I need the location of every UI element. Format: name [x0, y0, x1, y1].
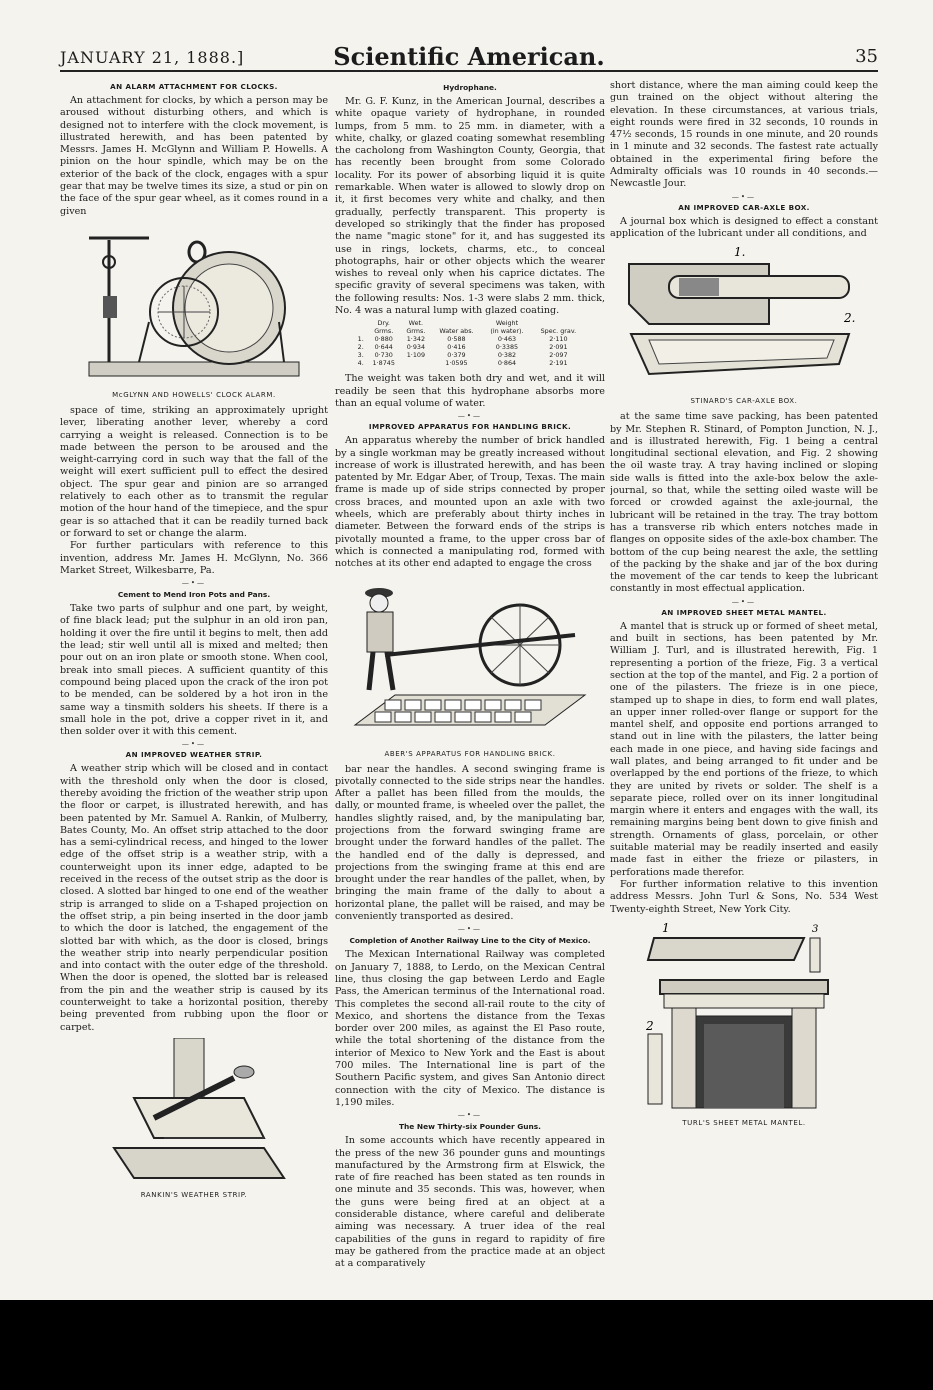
- table-row: [355, 359, 585, 367]
- figure-caption-mantel: TURL'S SHEET METAL MANTEL.: [682, 1118, 806, 1127]
- table-cell: 2·091: [549, 343, 568, 352]
- table-cell: 0·730: [374, 351, 393, 360]
- figure-number-label: 2.: [844, 311, 856, 326]
- article-heading-cement: Cement to Mend Iron Pots and Pans.: [117, 590, 271, 600]
- table-cell: 0·463: [497, 335, 517, 344]
- article-text: bar near the handles. A second swinging frame is pivotally connected to the side strips near the handles. After a pallet has been filled from the moulds, the dally, or mounted frame, is wheeled over the pallet, the handles slightly raised, and, by the manipulating bar, projections from the forward swinging frame are brought under the forward handles of the pallet. The the handled end of the dally is depressed, and projections from the swinging frame at this end are brought under the rear handles of the pallet, when, by bringing the main frame of the dally to about a horizontal plane, the pallet will be raised, and may be conveniently transported as desired.: [335, 763, 605, 923]
- table-header-cell: (in water).: [490, 327, 524, 336]
- table-cell: 0·934: [406, 343, 426, 352]
- table-header-cell: [355, 319, 366, 327]
- table-cell: 1·8745: [372, 359, 395, 368]
- table-cell: 0·416: [447, 343, 466, 352]
- figure-caption-brick: ABER'S APPARATUS FOR HANDLING BRICK.: [384, 749, 556, 758]
- column-middle: [335, 80, 605, 1290]
- separator: —•—: [181, 740, 207, 749]
- article-text: space of time, striking an approximately upright lever, liberating another lever, whereby a cord carrying a weight is released. Connection is to be made between the person to be aroused and the weight-carrying cord in such way that the fall of the weight will exert sufficient pull to effect the desired object. The spur gear and pinion are so arranged relatively to each other as to transmit the regular motion of the hour hand of the timepiece, and the spur gear is so attached that it can be readily turned back or forward to set or change the alarm.: [60, 404, 328, 539]
- table-header-cell: Grms.: [406, 327, 426, 336]
- separator: —•—: [457, 412, 483, 421]
- masthead: [60, 42, 878, 72]
- article-heading-brick: IMPROVED APPARATUS FOR HANDLING BRICK.: [368, 422, 572, 432]
- table-row: [355, 343, 585, 351]
- separator: —•—: [731, 597, 757, 606]
- table-header-cell: Grms.: [374, 327, 394, 336]
- table-header-cell: Water abs.: [439, 327, 474, 336]
- axle-box-illustration: [619, 244, 869, 394]
- table-header-cell: [431, 319, 482, 327]
- article-text: Mr. G. F. Kunz, in the American Journal, describes a white opaque variety of hydrophane, in rounded lumps, from 5 mm. to 25 mm. in diameter, with a white, chalky, or glazed coating somewhat resembling the cacholong from Washington County, Georgia, that has recently been brought from some Colorado locality. For its power of absorbing liquid it is quite remarkable. When water is allowed to slowly drop on it, it first becomes very white and chalky, and then gradually, perfectly transparent. This property is developed so strikingly that the finder has proposed the name "magic stone" for it, and has suggested its use in rings, lockets, charms, etc., to conceal photographs, hair or other objects which the wearer wishes to reveal only when his caprice dictates. The specific gravity of several specimens was taken, with the following results: Nos. 1-3 were slabs 2 mm. thick, No. 4 was a natural lump with glazed coating.: [335, 96, 605, 317]
- article-text: A mantel that is struck up or formed of sheet metal, and built in sections, has been patented by Mr. William J. Turl, and is illustrated herewith, Fig. 1 representing a portion of the frieze, Fig. 3 a vertical section at the top of the mantel, and Fig. 2 a portion of one of the pilasters. The frieze is in one piece, stamped up to shape in dies, to form end wall plates, an upper inner rolled-over flange or support for the mantel shelf, and opposite end portions arranged to stand out in line with the pilasters, the latter being each made in one piece, and having side facings and wall plates, and being arranged to fit under and be overlapped by the end portions of the frieze, to which they are united by rivets or solder. The shelf is a separate piece, rolled over on its inner longitudinal margin where it enters and engages with the wall, its remaining margins being bent down to give finish and strength. Ornaments of glass, porcelain, or other suitable material may be readily inserted and easily made fast in either the frieze or pilasters, in perforations made therefor.: [610, 620, 878, 878]
- article-text: short distance, where the man aiming could keep the gun trained on the object without altering the elevation. In these circumstances, at various trials, eight rounds were fired in 32 seconds, 10 rounds in 47½ seconds, 15 rounds in one minute, and 20 rounds in 1 minute and 32 seconds. The fastest rate actually obtained in the experimental firing before the Admiralty officials was 10 rounds in 40 seconds.—Newcastle Jour.: [610, 80, 878, 190]
- article-text: For further particulars with reference to this invention, address Mr. James H. McGlynn, No. 366 Market Street, Wilkesbarre, Pa.: [60, 540, 328, 576]
- table-cell: 1·342: [406, 335, 426, 344]
- table-cell: 0·864: [497, 359, 517, 368]
- weather-strip-illustration: [94, 1038, 294, 1188]
- separator: —•—: [731, 192, 757, 201]
- table-cell: 0·3385: [495, 343, 519, 352]
- table-header-row: [355, 319, 585, 327]
- table-row: [355, 335, 585, 343]
- column-left: [60, 80, 328, 1290]
- article-text: For further information relative to this invention address Messrs. John Turl & Sons, No. 534 West Twenty-eighth Street, New York City.: [610, 878, 878, 915]
- figure-number-label: 3: [812, 923, 819, 935]
- article-text: The Mexican International Railway was completed on January 7, 1888, to Lerdo, on the Mexican Central line, thus closing the gap between Lerdo and Eagle Pass, the American terminus of the International road. This completes the second all-rail route to the city of Mexico, and shortens the distance from the Texas border over 200 miles, as against the El Paso route, while the total shortening of the distance from the interior of Mexico to New York and the East is about 700 miles. The International line is part of the Southern Pacific system, and gives San Antonio direct connection with the city of Mexico. The distance is 1,190 miles.: [335, 949, 605, 1108]
- table-header-cell: Weight: [495, 319, 519, 328]
- brick-apparatus-illustration: [345, 575, 595, 747]
- article-text: In some accounts which have recently appeared in the press of the new 36 pounder guns and mountings manufactured by the Armstrong firm at Elswick, the rate of fire reached has been stated as ten rounds in one minute and 35 seconds. This was, however, when the guns were being fired at an object at a considerable distance, where careful and deliberate aiming was necessary. A truer idea of the real capabilities of the guns in regard to rapidity of fire may be gathered from the practice made at an object at a comparatively: [335, 1135, 605, 1270]
- page-number: 35: [855, 46, 878, 67]
- table-cell: 2.: [357, 343, 364, 352]
- article-text: A weather strip which will be closed and in contact with the threshold only when the door is closed, thereby avoiding the friction of the weather strip upon the floor or carpet, is illustrated herewith, and has been patented by Mr. Samuel A. Rankin, of Mulberry, Bates County, Mo. An offset strip attached to the door has a semi-cylindrical recess, and hinged to the lower edge of the offset strip is a weather strip, with a counterweight upon its inner edge, adapted to be received in the recess of the outset strip as the door is closed. A slotted bar hinged to one end of the weather strip is arranged to slide on a T-shaped projection on the offset strip, a pin being inserted in the door jamb to which the door is latched, the engagement of the slotted bar with which, as the door is closed, brings the weather strip into nearly perpendicular position and into contact with the outer edge of the threshold. When the door is opened, the slotted bar is released from the pin and the weather strip is caused by its counterweight to take a horizontal position, thereby being prevented from rubbing upon the floor or carpet.: [60, 763, 328, 1033]
- table-header-cell: Wet.: [408, 319, 424, 328]
- table-cell: 0·644: [374, 343, 393, 352]
- specific-gravity-table: [355, 319, 585, 367]
- table-cell: 3.: [357, 351, 364, 360]
- table-cell: [401, 359, 431, 367]
- figure-caption-axle-box: STINARD'S CAR-AXLE BOX.: [690, 397, 798, 406]
- article-text: The weight was taken both dry and wet, and it will readily be seen that this hydrophane absorbs more than an equal volume of water.: [335, 373, 605, 409]
- figure-number-label: 1: [662, 920, 670, 935]
- table-cell: 0·379: [447, 351, 466, 360]
- figure-number-label: 1.: [734, 245, 746, 260]
- article-text: A journal box which is designed to effect a constant application of the lubricant under all conditions, and: [610, 215, 878, 239]
- table-cell: 2·097: [549, 351, 568, 360]
- separator: —•—: [457, 1111, 483, 1120]
- article-heading-guns: The New Thirty-six Pounder Guns.: [399, 1122, 541, 1132]
- table-header-cell: [532, 319, 585, 327]
- article-text: at the same time save packing, has been patented by Mr. Stephen R. Stinard, of Pompton Junction, N. J., and is illustrated herewith, Fig. 1 being a central longitudinal sectional elevation, and Fig. 2 showing the oil waste tray. A tray having inclined or sloping side walls is fitted into the axle-box below the axle-journal, so that, while the setting oiled waste will be forced or crowded against the axle-journal, the lubricant will be retained in the tray. The tray bottom has a transverse rib which enters notches made in flanges on opposite sides of the axle-box chamber. The bottom of the cup being nearest the axle, the settling of the packing by the shake and jar of the box during the movement of the car tends to keep the lubricant constantly in most effectual application.: [610, 411, 878, 595]
- figure-caption-weather-strip: RANKIN'S WEATHER STRIP.: [140, 1190, 248, 1199]
- article-text: An apparatus whereby the number of brick handled by a single workman may be greatly increased without increase of work is illustrated herewith, and has been patented by Mr. Edgar Aber, of Troup, Texas. The main frame is made up of side strips connected by proper cross braces, and mounted upon an axle with two wheels, which are preferably about thirty inches in diameter. Between the forward ends of the strips is pivotally mounted a frame, to the upper cross bar of which is connected a manipulating rod, formed with notches at its other end adapted to engage the cross: [335, 435, 605, 570]
- separator: —•—: [457, 925, 483, 934]
- table-row: [355, 351, 585, 359]
- table-cell: 1·0595: [445, 359, 468, 368]
- table-cell: 0·880: [374, 335, 393, 344]
- article-heading-axle-box: AN IMPROVED CAR-AXLE BOX.: [678, 202, 810, 212]
- clock-alarm-illustration: [79, 222, 309, 388]
- article-heading-weather-strip: AN IMPROVED WEATHER STRIP.: [125, 750, 263, 760]
- article-heading-railway: Completion of Another Railway Line to the City of Mexico.: [349, 936, 591, 946]
- table-cell: 2·191: [549, 359, 568, 368]
- table-header-cell: [355, 327, 366, 335]
- table-cell: 1·109: [406, 351, 426, 360]
- table-header-cell: Dry.: [377, 319, 390, 328]
- table-cell: 1.: [357, 335, 364, 344]
- table-cell: 4.: [357, 359, 364, 368]
- separator: —•—: [181, 579, 207, 588]
- article-text: An attachment for clocks, by which a person may be aroused without disturbing others, and which is designed not to interfere with the clock movement, is illustrated herewith, and has been patented by Messrs. James H. McGlynn and William P. Howells. A pinion on the hour spindle, which may be on the exterior of the back of the clock, engages with a spur gear that may be twelve times its size, a stud or pin on the face of the spur gear wheel, as it comes round in a given: [60, 95, 328, 217]
- figure-caption-alarm: McGLYNN AND HOWELLS' CLOCK ALARM.: [112, 390, 276, 399]
- article-text: Take two parts of sulphur and one part, by weight, of fine black lead; put the sulphur in an old iron pan, holding it over the fire until it begins to melt, then add the lead; stir well until all is mixed and melted; then pour out on an iron plate or smooth stone. When cool, break into small pieces. A sufficient quantity of this compound being placed upon the crack of the iron pot to be mended, can be soldered by a hot iron in the same way a tinsmith solders his sheets. If there is a small hole in the pot, drive a copper rivet in it, and then solder over it with this cement.: [60, 603, 328, 738]
- article-heading-hydrophane: Hydrophane.: [443, 83, 497, 92]
- table-cell: 0·588: [447, 335, 466, 344]
- figure-number-label: 2: [646, 1018, 654, 1033]
- issue-date: JANUARY 21, 1888.]: [60, 48, 245, 67]
- table-cell: 2·110: [549, 335, 568, 344]
- table-cell: 0·382: [497, 351, 517, 360]
- article-heading-mantel: AN IMPROVED SHEET METAL MANTEL.: [661, 607, 827, 617]
- journal-title: Scientific American.: [333, 42, 605, 71]
- column-right: [610, 80, 878, 1290]
- mantel-illustration: [634, 920, 854, 1116]
- article-heading-alarm: AN ALARM ATTACHMENT FOR CLOCKS.: [110, 82, 278, 91]
- table-header-cell: Spec. grav.: [540, 327, 577, 336]
- table-header-row: [355, 327, 585, 335]
